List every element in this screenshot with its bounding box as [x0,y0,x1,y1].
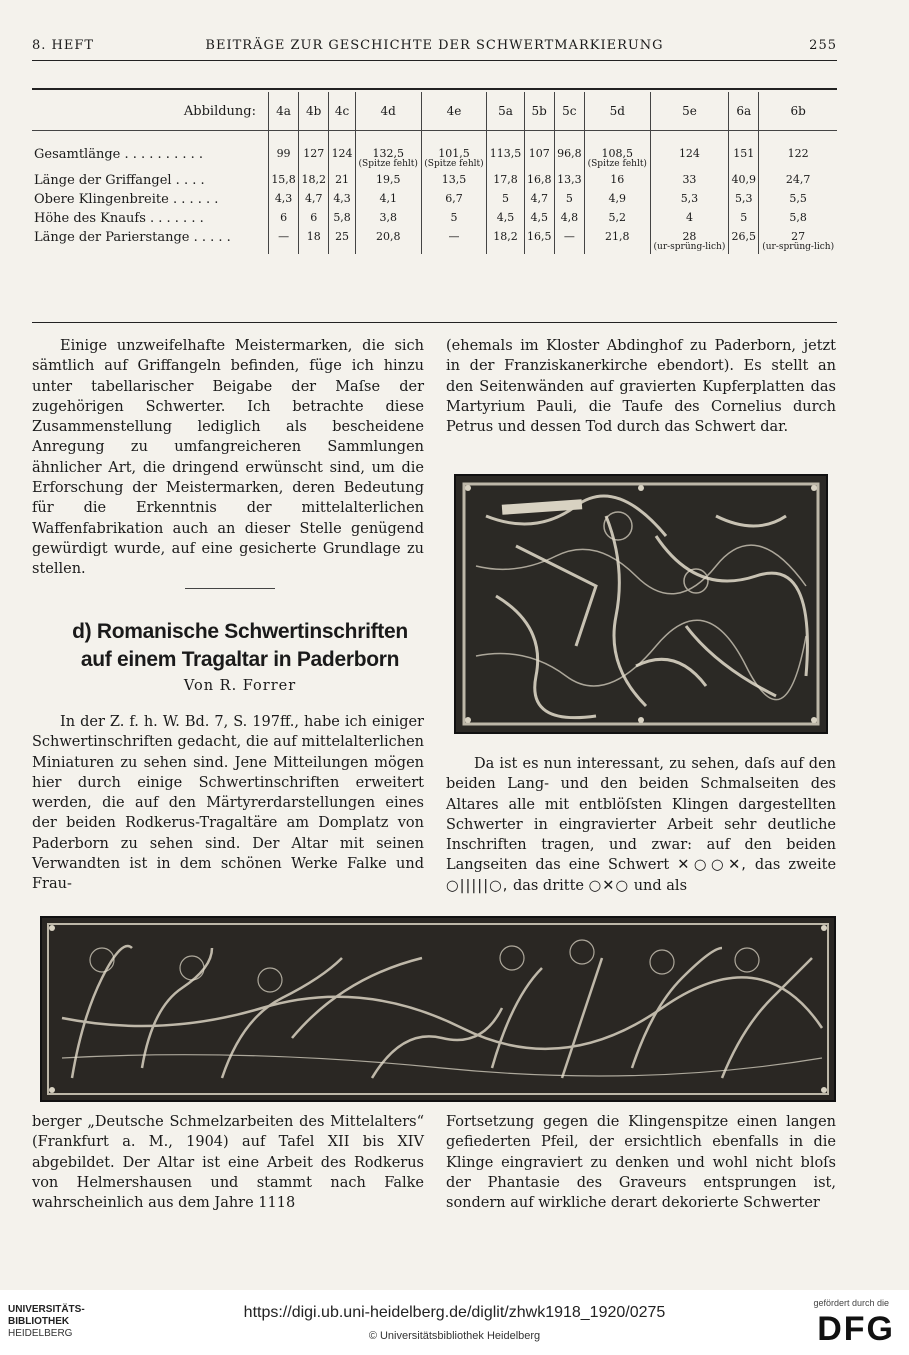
row-label: Obere Klingenbreite . . . . . . [34,192,219,207]
table-cell [421,131,487,172]
cell-value: 4,3 [274,192,293,205]
cell-value: 15,8 [271,173,296,186]
section-heading [40,618,440,674]
table-cell [729,190,759,209]
sword-mark-1: ✕○○✕, [677,857,747,874]
column-header-5b: 5b [524,92,554,131]
row-label: Länge der Parierstange . . . . . [34,230,231,245]
issue-label: 8. HEFT [32,38,95,53]
byline: Von R. Forrer [183,678,297,694]
table-cell [650,228,729,254]
table-cell [729,228,759,254]
cell-value: — [448,230,460,243]
paragraph-abdinghof: (ehemals im Kloster Abdinghof zu Paderborn, jetzt in der Franziskanerkirche ebendort). Es stellt an den Seitenwänden auf gravierten Kupferplatten das Martyrium Pauli, die Taufe des Cornelius durch Petrus und dessen Tod durch das Schwert dar. [446,338,836,436]
funding-note: gefördert durch die [813,1298,889,1308]
table-bottom-rule [32,322,837,323]
cell-value: 113,5 [489,147,522,160]
column-header-4c: 4c [329,92,356,131]
cell-value: 16 [610,173,625,186]
left-column-bottom [32,712,424,895]
table-cell [584,131,650,172]
cell-value: 16,8 [526,173,552,186]
cell-value: 13,5 [441,173,467,186]
paragraph-inschriften [446,754,836,896]
cell-value: 5,8 [333,211,351,224]
table-row [32,228,837,254]
running-title: BEITRÄGE ZUR GESCHICHTE DER SCHWERTMARKIERUNG [205,38,664,53]
column-header-4e: 4e [421,92,487,131]
table-cell [554,228,584,254]
table-cell [729,131,759,172]
cell-value: 5 [450,211,458,224]
inschriften-text-c: das dritte [512,877,585,894]
cell-value: 18,2 [493,230,518,243]
cell-value: — [563,230,575,243]
dfg-logo[interactable]: DFG [817,1310,895,1348]
cell-value: — [278,230,290,243]
copyright: © Universitätsbibliothek Heidelberg [368,1330,541,1342]
cell-value: 127 [303,147,325,160]
running-header [32,38,837,58]
cell-value: 27 [791,230,806,243]
cell-value: 13,3 [557,173,582,186]
cell-value: 5,8 [789,211,807,224]
engraving-illustration [456,476,826,732]
cell-value: 101,5 [438,147,470,160]
table-row [32,171,837,190]
cell-value: 18,2 [301,173,326,186]
measurement-table [32,92,837,254]
table-cell [355,171,421,190]
column-header-4d: 4d [355,92,421,131]
table-cell [355,228,421,254]
cell-value: 4,7 [530,192,548,205]
cell-value: 99 [276,147,291,160]
library-city: HEIDELBERG [8,1328,73,1339]
table-cell [759,209,837,228]
library-name-line-2: BIBLIOTHEK [8,1316,70,1327]
header-rule [32,60,837,61]
cell-value: 6 [280,211,288,224]
table-cell [269,131,299,172]
table-cell [269,228,299,254]
cell-note: (Spitze fehlt) [358,159,418,169]
cell-value: 17,8 [493,173,518,186]
inschriften-text-b: das zweite [754,857,837,874]
cell-value: 25 [335,230,350,243]
column-header-4b: 4b [299,92,329,131]
sword-mark-2: ○|||||○, [446,877,509,894]
table-row [32,209,837,228]
table-cell [584,171,650,190]
cell-value: 6,7 [445,192,463,205]
table-cell [584,190,650,209]
cell-value: 4,1 [379,192,397,205]
table-cell [487,171,524,190]
cell-value: 5 [501,192,509,205]
table-cell [650,171,729,190]
table-cell [269,171,299,190]
cell-value: 4,3 [333,192,351,205]
figure-altar-frieze [40,916,836,1102]
cell-value: 3,8 [379,211,397,224]
cell-note: (ur-sprüng-lich) [653,242,726,252]
table-cell [487,209,524,228]
table-cell [524,171,554,190]
cell-value: 20,8 [375,230,401,243]
table-cell [584,228,650,254]
cell-note: (Spitze fehlt) [424,159,484,169]
table-cell [759,171,837,190]
table-cell [554,131,584,172]
table-cell [554,190,584,209]
figure-martyrdom-engraving [454,474,828,734]
cell-value: 4,9 [608,192,627,205]
table-cell [421,171,487,190]
row-label: Gesamtlänge . . . . . . . . . . [34,147,203,162]
cell-value: 18 [306,230,321,243]
cell-value: 6 [310,211,318,224]
table-body [32,131,837,255]
cell-value: 21 [335,173,350,186]
section-heading-line-2: auf einem Tragaltar in Paderborn [80,648,400,671]
table-cell [729,171,759,190]
table-cell [650,190,729,209]
table-cell [487,190,524,209]
table-cell [759,228,837,254]
cell-value: 26,5 [731,230,757,243]
cell-value: 5 [740,211,748,224]
section-separator [185,588,275,589]
table-cell [759,190,837,209]
table-cell [299,171,329,190]
paragraph-pfeil: Fortsetzung gegen die Klingenspitze einen langen gefiederten Pfeil, der ersichtlich ebenfalls in die Klinge eingraviert zu denken und wohl nicht bloſs der Phantasie des Graveurs entsprungen ist, sondern auf wirkliche derart dekorierte Schwerter [446,1114,836,1212]
section-heading-line-1: d) Romanische Schwertinschriften [72,620,408,643]
column-header-5e: 5e [650,92,729,131]
cell-value: 40,9 [731,173,757,186]
right-column-top [446,336,836,437]
page-number: 255 [809,38,837,53]
permalink[interactable]: https://digi.ub.uni-heidelberg.de/diglit/zhwk1918_1920/0275 [243,1304,666,1321]
cell-value: 19,5 [375,173,401,186]
table-cell [421,190,487,209]
cell-value: 5,5 [789,192,807,205]
cell-note: (ur-sprüng-lich) [762,242,835,252]
right-column-middle [446,754,836,896]
frieze-illustration [42,918,834,1100]
viewer-footer [0,1290,909,1355]
table-cell [329,131,356,172]
cell-value: 4,8 [560,211,579,224]
table-cell [584,209,650,228]
column-header-6b: 6b [759,92,837,131]
cell-value: 4,5 [530,211,548,224]
cell-value: 33 [682,173,697,186]
column-header-4a: 4a [269,92,299,131]
cell-value: 24,7 [785,173,811,186]
inschriften-text-d: und als [633,877,688,894]
table-cell [421,228,487,254]
table-cell [487,131,524,172]
table-cell [299,209,329,228]
table-top-rule [32,88,837,90]
table-header-row [32,92,837,131]
paragraph-meistermarken: Einige unzweifelhafte Meistermarken, die sich sämtlich auf Griffangeln befinden, füge ich hinzu unter tabellarischer Beigabe der Maſse der zugehörigen Schwerter. Ich betrachte diese Zusammenstellung lediglich als bescheidene Anregung zu umfangreicheren Sammlungen ähnlicher Art, die dringend erwünscht sind, um die Erforschung der Meistermarken, deren Bedeutung für die Erkenntnis der mittelalterlichen Waffenfabrikation auch an dieser Stelle genügend gewürdigt wurde, auf eine gesicherte Grundlage zu stellen. [32,338,424,578]
paragraph-falke-frauberger: berger „Deutsche Schmelzarbeiten des Mittelalters“ (Frankfurt a. M., 1904) auf Tafel XII bis XIV abgebildet. Der Altar ist eine Arbeit des Rodkerus von Helmershausen und stammt nach Falke wahrscheinlich aus dem Jahre 1118 [32,1114,424,1212]
table-cell [329,228,356,254]
table-cell [524,228,554,254]
table-cell [524,190,554,209]
left-column-top [32,336,424,580]
cell-value: 124 [678,147,700,160]
cell-value: 4,7 [304,192,323,205]
bottom-right-column [446,1112,836,1213]
cell-value: 4 [685,211,693,224]
sword-mark-3: ○✕○ [588,877,630,894]
table-cell [299,228,329,254]
cell-value: 28 [682,230,697,243]
cell-value: 5,3 [735,192,753,205]
column-header-5a: 5a [487,92,524,131]
cell-value: 132,5 [372,147,404,160]
table-cell [269,209,299,228]
column-header-6a: 6a [729,92,759,131]
paragraph-schwertinschriften: In der Z. f. h. W. Bd. 7, S. 197ff., habe ich einiger Schwertinschriften gedacht, die auf mittelalterlichen Miniaturen zu sehen sind. Jene Mitteilungen mögen hier durch einige Schwertinschriften erweitert werden, die auf den Märtyrerdarstellungen eines der beiden Rodkerus-Tragaltäre am Domplatz von Paderborn zu sehen sind. Der Altar mit seinen Verwandten ist in dem schönen Werke Falke und Frau- [32,714,424,893]
table-cell [759,131,837,172]
table-cell [355,209,421,228]
table-cell [329,209,356,228]
table-cell [554,209,584,228]
cell-value: 5 [565,192,573,205]
cell-value: 108,5 [601,147,634,160]
table-cell [421,209,487,228]
table-cell [355,131,421,172]
table-cell [524,209,554,228]
cell-value: 151 [733,147,755,160]
table-cell [650,131,729,172]
table-cell [524,131,554,172]
column-header-5d: 5d [584,92,650,131]
table-cell [299,131,329,172]
row-label: Länge der Griffangel . . . . [34,173,205,188]
cell-value: 21,8 [605,230,630,243]
table-cell [299,190,329,209]
cell-value: 122 [787,147,809,160]
cell-value: 16,5 [526,230,552,243]
cell-value: 96,8 [557,147,582,160]
inschriften-text-a: Da ist es nun interessant, zu sehen, daſs auf den beiden Lang- und den beiden Schmalseiten des Altares alle mit entblöſsten Klingen dargestellten Schwerter in eingravierter Arbeit sehr deutliche Inschriften tragen, und zwar: auf den beiden Langseiten das eine Schwert [446,756,836,874]
cell-value: 5,3 [680,192,699,205]
table-row [32,131,837,172]
cell-value: 124 [331,147,353,160]
cell-value: 107 [528,147,550,160]
table-cell [650,209,729,228]
table-cell [355,190,421,209]
table-cell [329,171,356,190]
table-cell [554,171,584,190]
table-row [32,190,837,209]
table-cell [487,228,524,254]
table-cell [329,190,356,209]
cell-value: 4,5 [496,211,515,224]
table-cell [269,190,299,209]
cell-note: (Spitze fehlt) [587,159,647,169]
cell-value: 5,2 [608,211,627,224]
table-cell [729,209,759,228]
row-label: Höhe des Knaufs . . . . . . . [34,211,204,226]
bottom-left-column [32,1112,424,1213]
table-label-header: Abbildung: [32,92,269,131]
library-name-line-1: UNIVERSITÄTS- [8,1304,85,1315]
column-header-5c: 5c [554,92,584,131]
